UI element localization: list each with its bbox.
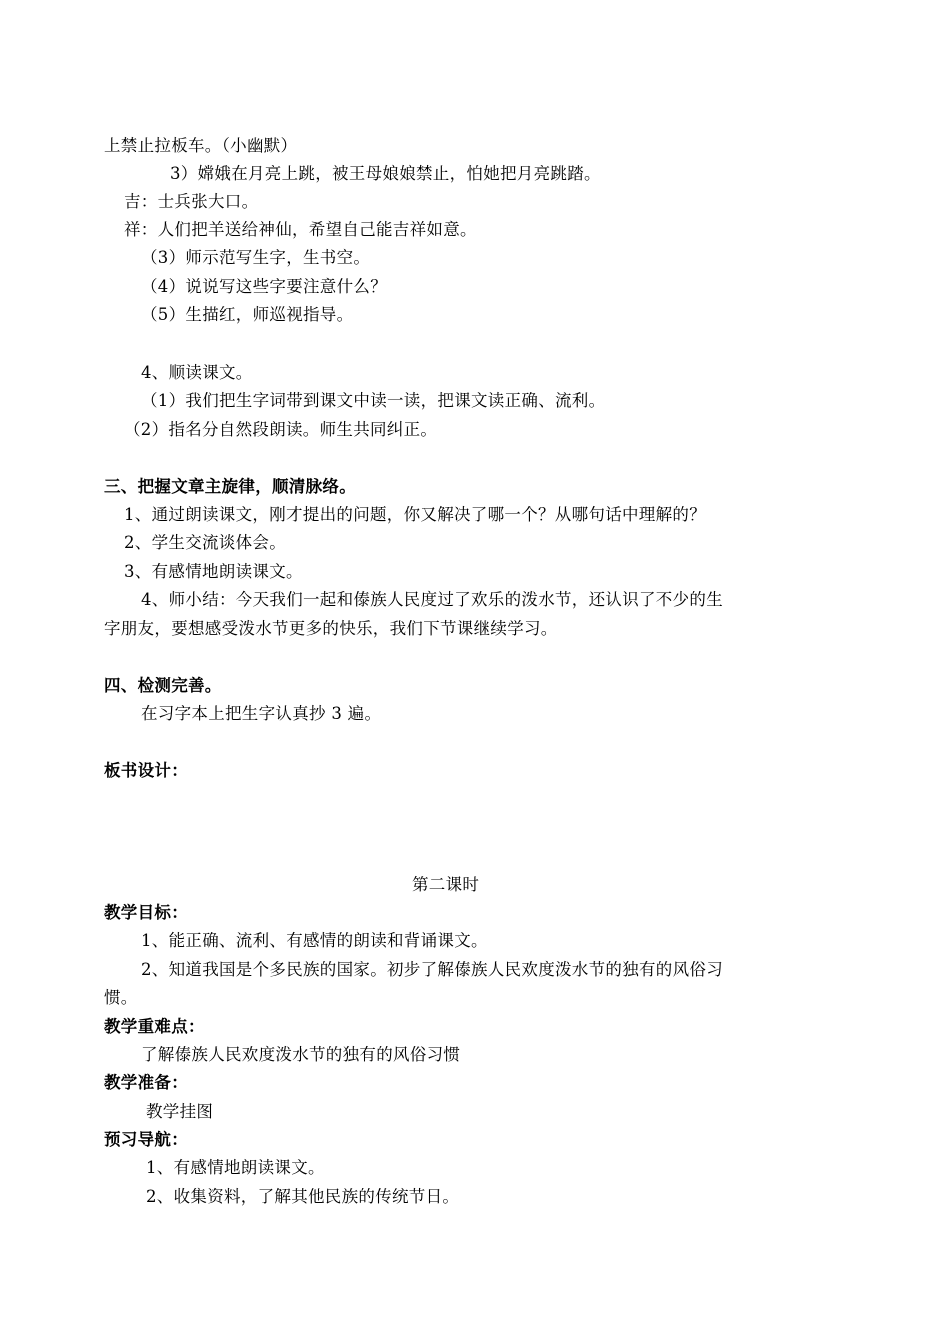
- text-line: 教学挂图: [146, 1102, 214, 1121]
- text-line: （2）指名分自然段朗读。师生共同纠正。: [124, 420, 438, 439]
- text-line: 在习字本上把生字认真抄 3 遍。: [141, 704, 382, 723]
- text-line: 4、师小结：今天我们一起和傣族人民度过了欢乐的泼水节，还认识了不少的生: [141, 590, 723, 609]
- text-line: 2、收集资料，了解其他民族的传统节日。: [146, 1187, 460, 1206]
- text-line: 上禁止拉板车。（小幽默）: [104, 136, 298, 155]
- text-line: （3）师示范写生字，生书空。: [141, 248, 371, 267]
- section-heading: 四、检测完善。: [104, 676, 222, 695]
- text-line: 祥：人们把羊送给神仙，希望自己能吉祥如意。: [124, 220, 477, 239]
- text-line: 2、知道我国是个多民族的国家。初步了解傣族人民欢度泼水节的独有的风俗习: [141, 960, 723, 979]
- section-heading: 三、把握文章主旋律，顺清脉络。: [104, 477, 356, 496]
- text-line: （1）我们把生字词带到课文中读一读，把课文读正确、流利。: [141, 391, 606, 410]
- text-line: 1、通过朗读课文，刚才提出的问题，你又解决了哪一个？从哪句话中理解的？: [124, 505, 706, 524]
- text-line: 3、有感情地朗读课文。: [124, 562, 303, 581]
- text-line: 2、学生交流谈体会。: [124, 533, 286, 552]
- text-line: 了解傣族人民欢度泼水节的独有的风俗习惯: [141, 1045, 461, 1064]
- section-heading: 板书设计：: [104, 761, 188, 780]
- lesson-title: 第二课时: [412, 875, 480, 894]
- section-heading: 预习导航：: [104, 1130, 188, 1149]
- text-line: 惯。: [104, 988, 138, 1007]
- section-heading: 教学目标：: [104, 903, 188, 922]
- text-line: 吉：士兵张大口。: [124, 192, 259, 211]
- text-line: 字朋友，要想感受泼水节更多的快乐，我们下节课继续学习。: [104, 619, 558, 638]
- text-line: 1、有感情地朗读课文。: [146, 1158, 325, 1177]
- text-line: 4、顺读课文。: [141, 363, 253, 382]
- text-line: 1、能正确、流利、有感情的朗读和背诵课文。: [141, 931, 488, 950]
- text-line: 3）嫦娥在月亮上跳，被王母娘娘禁止，怕她把月亮跳踏。: [170, 164, 601, 183]
- text-line: （5）生描红，师巡视指导。: [141, 305, 354, 324]
- section-heading: 教学准备：: [104, 1073, 188, 1092]
- text-line: （4）说说写这些字要注意什么？: [141, 277, 387, 296]
- section-heading: 教学重难点：: [104, 1017, 205, 1036]
